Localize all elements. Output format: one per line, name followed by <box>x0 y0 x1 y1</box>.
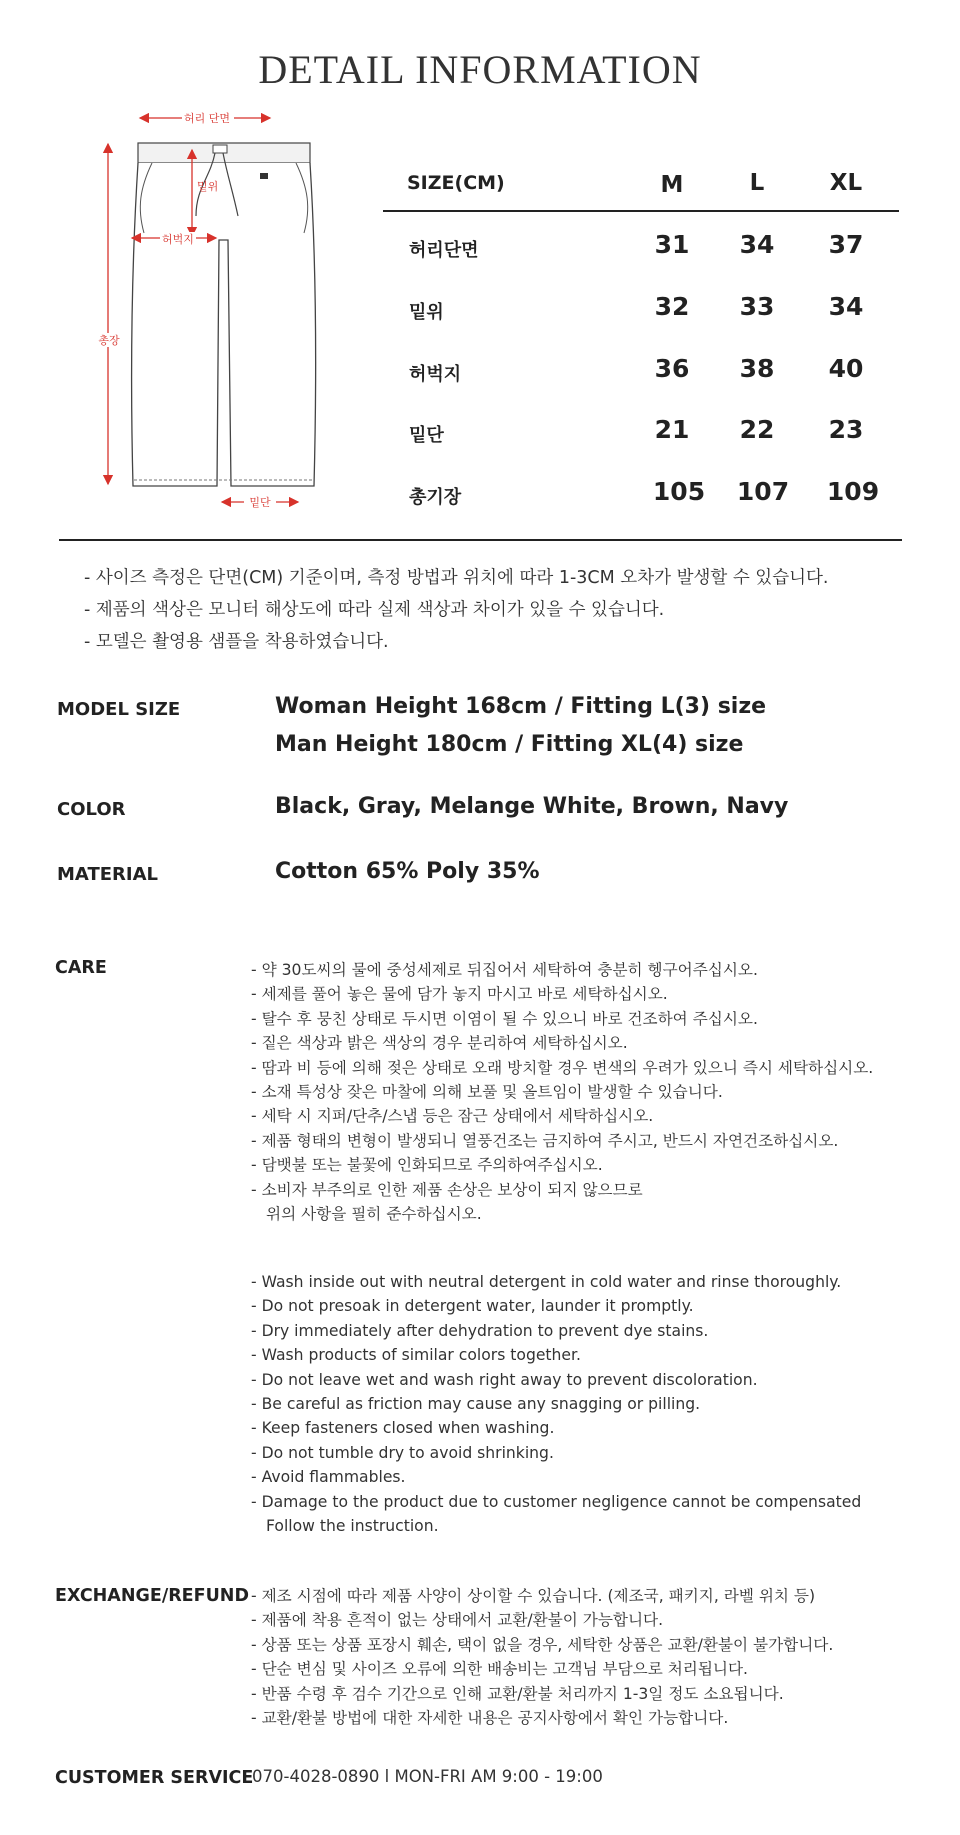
back-label <box>260 173 268 179</box>
size-cell: 107 <box>736 477 790 506</box>
size-cell: 109 <box>826 477 880 506</box>
list-item: 위의 사항을 필히 준수하십시오. <box>266 1205 482 1224</box>
list-item: - Wash inside out with neutral detergent in cold water and rinse thoroughly. <box>251 1273 842 1291</box>
size-cell: 37 <box>828 230 864 259</box>
size-cell: 21 <box>654 415 690 444</box>
list-item: - 짙은 색상과 밝은 색상의 경우 분리하여 세탁하십시오. <box>251 1034 628 1053</box>
size-note: - 사이즈 측정은 단면(CM) 기준이며, 측정 방법과 위치에 따라 1-3CM 오차가 발생할 수 있습니다. <box>84 568 829 588</box>
size-cell: 31 <box>654 230 690 259</box>
list-item: - 탈수 후 뭉친 상태로 두시면 이염이 될 수 있으니 바로 건조하여 주십시오. <box>251 1009 758 1028</box>
size-cell: 38 <box>739 354 775 383</box>
list-item: - Wash products of similar colors together. <box>251 1346 581 1365</box>
size-cell: 36 <box>654 354 690 383</box>
list-item: - 세제를 풀어 놓은 물에 담가 놓지 마시고 바로 세탁하십시오. <box>251 985 668 1004</box>
list-item: - 반품 수령 후 검수 기간으로 인해 교환/환불 처리까지 1-3일 정도 소요됩니다. <box>251 1684 784 1703</box>
list-item: Follow the instruction. <box>266 1517 439 1536</box>
size-row-label: 허벅지 <box>409 364 462 385</box>
model-note: - 모델은 촬영용 샘플을 착용하였습니다. <box>84 632 389 652</box>
thigh-label: 허벅지 <box>162 233 194 246</box>
list-item: - 담뱃불 또는 불꽃에 인화되므로 주의하여주십시오. <box>251 1156 603 1175</box>
pants-diagram <box>92 108 332 518</box>
size-table-rule <box>383 210 899 212</box>
waist-label: 허리 단면 <box>183 112 231 125</box>
color-note: - 제품의 색상은 모니터 해상도에 따라 실제 색상과 차이가 있을 수 있습니다. <box>84 600 665 620</box>
waist-label-tag <box>213 145 227 153</box>
list-item: - Be careful as friction may cause any snagging or pilling. <box>251 1395 701 1414</box>
list-item: - 세탁 시 지퍼/단추/스냅 등은 잠근 상태에서 세탁하십시오. <box>251 1107 654 1126</box>
size-header-xl: XL <box>829 170 863 196</box>
list-item: - 소재 특성상 잦은 마찰에 의해 보풀 및 올트임이 발생할 수 있습니다. <box>251 1083 723 1102</box>
hem-label: 밑단 <box>249 496 271 509</box>
care-instructions-english <box>251 1270 861 1538</box>
model-size-label: MODEL SIZE <box>57 699 181 720</box>
size-cell: 33 <box>739 292 775 321</box>
list-item: - Do not tumble dry to avoid shrinking. <box>251 1443 554 1462</box>
list-item: - 땀과 비 등에 의해 젖은 상태로 오래 방치할 경우 변색의 우려가 있으니 즉시 세탁하십시오. <box>251 1058 874 1077</box>
care-label: CARE <box>55 958 107 978</box>
list-item: - 약 30도씨의 물에 중성세제로 뒤집어서 세탁하여 충분히 헹구어주십시오. <box>251 961 758 979</box>
size-header-label: SIZE(CM) <box>407 172 505 194</box>
list-item: - Damage to the product due to customer negligence cannot be compensated <box>251 1492 862 1511</box>
care-instructions-korean <box>251 958 873 1226</box>
customer-service-value: 070-4028-0890 l MON-FRI AM 9:00 - 19:00 <box>252 1767 603 1786</box>
list-item: - 제조 시점에 따라 제품 사양이 상이할 수 있습니다. (제조국, 패키지, 라벨 위치 등) <box>251 1587 816 1605</box>
size-cell: 34 <box>739 230 775 259</box>
section-divider <box>59 539 902 541</box>
size-cell: 34 <box>828 292 864 321</box>
list-item: - 상품 또는 상품 포장시 훼손, 택이 없을 경우, 세탁한 상품은 교환/환불이 불가합니다. <box>251 1635 834 1654</box>
size-header-l: L <box>749 170 765 196</box>
list-item: - 제품 형태의 변형이 발생되니 열풍건조는 금지하여 주시고, 반드시 자연건조하십시오. <box>251 1131 839 1150</box>
list-item: - 단순 변심 및 사이즈 오류에 의한 배송비는 고객님 부담으로 처리됩니다. <box>251 1660 748 1679</box>
color-label: COLOR <box>57 799 126 820</box>
length-label: 총장 <box>98 334 120 347</box>
list-item: - 교환/환불 방법에 대한 자세한 내용은 공지사항에서 확인 가능합니다. <box>251 1709 729 1728</box>
material-label: MATERIAL <box>57 864 158 885</box>
list-item: - 제품에 착용 흔적이 없는 상태에서 교환/환불이 가능합니다. <box>251 1611 664 1630</box>
page-title: DETAIL INFORMATION <box>258 47 702 92</box>
model-size-value-woman: Woman Height 168cm / Fitting L(3) size <box>275 694 767 719</box>
size-row-label: 허리단면 <box>409 240 479 261</box>
list-item: - Keep fasteners closed when washing. <box>251 1419 555 1438</box>
size-row-label: 밑위 <box>409 302 444 323</box>
size-row-label: 밑단 <box>409 425 444 446</box>
list-item: - Do not presoak in detergent water, launder it promptly. <box>251 1297 694 1316</box>
customer-service-label: CUSTOMER SERVICE <box>55 1768 254 1788</box>
list-item: - 소비자 부주의로 인한 제품 손상은 보상이 되지 않으므로 <box>251 1180 643 1199</box>
list-item: - Avoid flammables. <box>251 1468 406 1487</box>
size-row-label: 총기장 <box>409 487 462 508</box>
list-item: - Dry immediately after dehydration to prevent dye stains. <box>251 1321 709 1340</box>
size-cell: 105 <box>652 477 706 506</box>
size-cell: 40 <box>828 354 864 383</box>
size-cell: 32 <box>654 292 690 321</box>
exchange-refund-policy <box>251 1584 833 1730</box>
rise-label: 밑위 <box>197 180 219 193</box>
pants-outline <box>132 163 316 486</box>
color-value: Black, Gray, Melange White, Brown, Navy <box>275 794 789 819</box>
model-size-value-man: Man Height 180cm / Fitting XL(4) size <box>275 732 744 757</box>
material-value: Cotton 65% Poly 35% <box>275 859 540 884</box>
size-header-m: M <box>660 172 684 198</box>
size-cell: 22 <box>739 415 775 444</box>
list-item: - Do not leave wet and wash right away to prevent discoloration. <box>251 1370 758 1389</box>
size-cell: 23 <box>828 415 864 444</box>
exchange-refund-label: EXCHANGE/REFUND <box>55 1586 249 1606</box>
